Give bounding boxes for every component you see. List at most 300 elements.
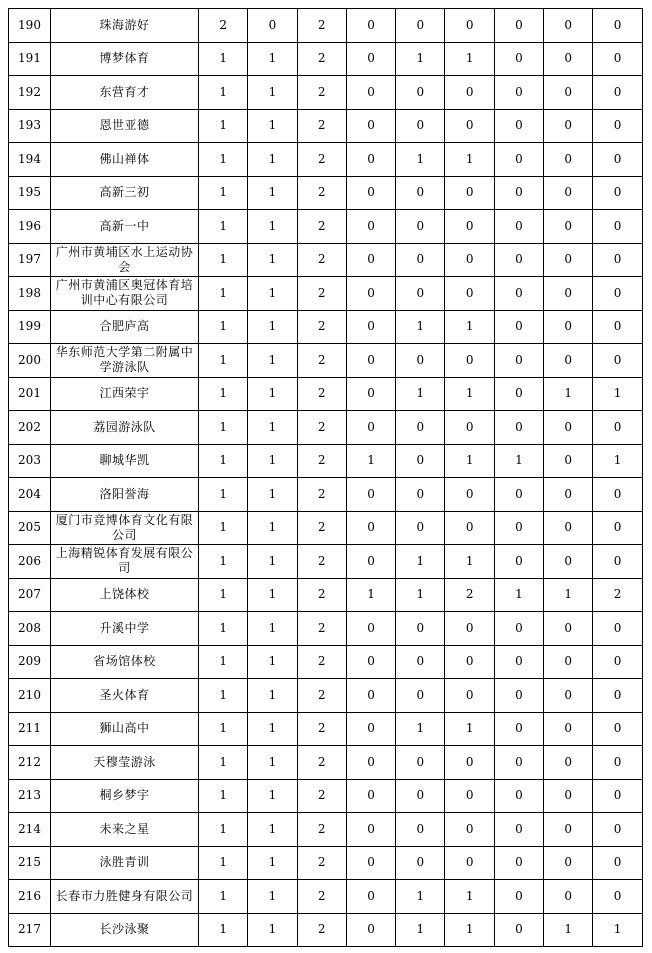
value-cell: 0 xyxy=(346,243,395,277)
value-cell: 0 xyxy=(494,712,543,746)
row-number: 212 xyxy=(9,746,51,780)
value-cell: 1 xyxy=(199,913,248,947)
value-cell: 0 xyxy=(346,210,395,244)
value-cell: 1 xyxy=(199,578,248,612)
table-row xyxy=(9,210,643,244)
value-cell: 0 xyxy=(445,746,494,780)
value-cell: 1 xyxy=(199,277,248,311)
row-number: 216 xyxy=(9,880,51,914)
value-cell: 0 xyxy=(346,277,395,311)
value-cell: 0 xyxy=(494,746,543,780)
value-cell: 1 xyxy=(396,310,445,344)
value-cell: 0 xyxy=(346,478,395,512)
row-number: 204 xyxy=(9,478,51,512)
table-row xyxy=(9,411,643,445)
value-cell: 1 xyxy=(199,377,248,411)
value-cell: 0 xyxy=(593,42,642,76)
team-name: 未来之星 xyxy=(51,813,199,847)
value-cell: 2 xyxy=(297,109,346,143)
value-cell: 0 xyxy=(544,612,593,646)
row-number: 193 xyxy=(9,109,51,143)
value-cell: 0 xyxy=(396,779,445,813)
value-cell: 0 xyxy=(494,846,543,880)
table-row xyxy=(9,779,643,813)
value-cell: 1 xyxy=(396,880,445,914)
value-cell: 2 xyxy=(199,9,248,43)
value-cell: 0 xyxy=(593,143,642,177)
value-cell: 0 xyxy=(494,545,543,579)
table-row xyxy=(9,143,643,177)
value-cell: 0 xyxy=(346,913,395,947)
team-name: 珠海游好 xyxy=(51,9,199,43)
value-cell: 0 xyxy=(544,310,593,344)
team-name: 省场馆体校 xyxy=(51,645,199,679)
value-cell: 0 xyxy=(396,746,445,780)
value-cell: 0 xyxy=(494,176,543,210)
value-cell: 0 xyxy=(593,210,642,244)
table-row xyxy=(9,578,643,612)
table-body xyxy=(9,9,643,947)
value-cell: 0 xyxy=(593,880,642,914)
row-number: 202 xyxy=(9,411,51,445)
value-cell: 1 xyxy=(199,779,248,813)
table-row xyxy=(9,880,643,914)
value-cell: 1 xyxy=(248,813,297,847)
table-row xyxy=(9,109,643,143)
value-cell: 0 xyxy=(593,277,642,311)
value-cell: 0 xyxy=(445,277,494,311)
table-row xyxy=(9,243,643,277)
value-cell: 1 xyxy=(248,913,297,947)
value-cell: 0 xyxy=(346,645,395,679)
value-cell: 0 xyxy=(346,109,395,143)
row-number: 205 xyxy=(9,511,51,545)
value-cell: 0 xyxy=(396,76,445,110)
table-row xyxy=(9,612,643,646)
row-number: 200 xyxy=(9,344,51,378)
value-cell: 0 xyxy=(346,310,395,344)
value-cell: 1 xyxy=(248,444,297,478)
value-cell: 1 xyxy=(248,712,297,746)
value-cell: 2 xyxy=(297,411,346,445)
row-number: 215 xyxy=(9,846,51,880)
value-cell: 1 xyxy=(445,712,494,746)
value-cell: 2 xyxy=(297,344,346,378)
team-name: 广州市黄浦区奥冠体育培训中心有限公司 xyxy=(51,277,199,311)
value-cell: 1 xyxy=(199,344,248,378)
team-name: 高新三初 xyxy=(51,176,199,210)
team-name: 广州市黄埔区水上运动协会 xyxy=(51,243,199,277)
value-cell: 1 xyxy=(199,176,248,210)
value-cell: 0 xyxy=(593,846,642,880)
value-cell: 1 xyxy=(248,411,297,445)
table-row xyxy=(9,679,643,713)
value-cell: 0 xyxy=(494,511,543,545)
value-cell: 1 xyxy=(248,511,297,545)
value-cell: 0 xyxy=(544,210,593,244)
value-cell: 0 xyxy=(445,511,494,545)
value-cell: 0 xyxy=(346,42,395,76)
value-cell: 0 xyxy=(346,846,395,880)
value-cell: 0 xyxy=(494,612,543,646)
value-cell: 1 xyxy=(199,511,248,545)
value-cell: 1 xyxy=(199,143,248,177)
value-cell: 0 xyxy=(445,478,494,512)
value-cell: 0 xyxy=(445,612,494,646)
value-cell: 0 xyxy=(544,444,593,478)
value-cell: 0 xyxy=(346,377,395,411)
value-cell: 0 xyxy=(544,645,593,679)
value-cell: 1 xyxy=(248,344,297,378)
value-cell: 0 xyxy=(494,645,543,679)
value-cell: 1 xyxy=(396,913,445,947)
value-cell: 0 xyxy=(494,42,543,76)
value-cell: 1 xyxy=(593,444,642,478)
value-cell: 0 xyxy=(544,76,593,110)
value-cell: 0 xyxy=(346,712,395,746)
team-name: 博梦体育 xyxy=(51,42,199,76)
table-row xyxy=(9,444,643,478)
value-cell: 0 xyxy=(544,545,593,579)
team-name: 洛阳誉海 xyxy=(51,478,199,512)
value-cell: 0 xyxy=(396,813,445,847)
value-cell: 1 xyxy=(248,109,297,143)
team-name: 恩世亚德 xyxy=(51,109,199,143)
value-cell: 0 xyxy=(593,176,642,210)
value-cell: 1 xyxy=(199,42,248,76)
value-cell: 0 xyxy=(593,712,642,746)
value-cell: 0 xyxy=(396,344,445,378)
row-number: 208 xyxy=(9,612,51,646)
value-cell: 0 xyxy=(494,143,543,177)
value-cell: 0 xyxy=(494,813,543,847)
table-row xyxy=(9,9,643,43)
value-cell: 0 xyxy=(445,109,494,143)
value-cell: 0 xyxy=(396,9,445,43)
value-cell: 0 xyxy=(396,243,445,277)
value-cell: 2 xyxy=(297,9,346,43)
value-cell: 0 xyxy=(544,779,593,813)
table-row xyxy=(9,76,643,110)
value-cell: 1 xyxy=(199,545,248,579)
value-cell: 0 xyxy=(544,243,593,277)
value-cell: 1 xyxy=(593,913,642,947)
value-cell: 0 xyxy=(544,880,593,914)
value-cell: 2 xyxy=(297,612,346,646)
team-name: 狮山高中 xyxy=(51,712,199,746)
value-cell: 1 xyxy=(199,478,248,512)
value-cell: 0 xyxy=(346,411,395,445)
value-cell: 0 xyxy=(494,277,543,311)
row-number: 203 xyxy=(9,444,51,478)
value-cell: 0 xyxy=(494,243,543,277)
value-cell: 2 xyxy=(297,210,346,244)
team-name: 荔园游泳队 xyxy=(51,411,199,445)
row-number: 214 xyxy=(9,813,51,847)
table-row xyxy=(9,511,643,545)
value-cell: 0 xyxy=(544,411,593,445)
value-cell: 0 xyxy=(346,612,395,646)
value-cell: 2 xyxy=(297,444,346,478)
value-cell: 2 xyxy=(297,880,346,914)
value-cell: 1 xyxy=(396,545,445,579)
row-number: 213 xyxy=(9,779,51,813)
value-cell: 0 xyxy=(593,679,642,713)
table-row xyxy=(9,478,643,512)
row-number: 206 xyxy=(9,545,51,579)
value-cell: 1 xyxy=(445,42,494,76)
row-number: 197 xyxy=(9,243,51,277)
row-number: 210 xyxy=(9,679,51,713)
value-cell: 1 xyxy=(544,377,593,411)
value-cell: 1 xyxy=(248,578,297,612)
value-cell: 1 xyxy=(445,377,494,411)
value-cell: 2 xyxy=(297,545,346,579)
value-cell: 0 xyxy=(494,9,543,43)
value-cell: 1 xyxy=(346,444,395,478)
row-number: 209 xyxy=(9,645,51,679)
row-number: 207 xyxy=(9,578,51,612)
value-cell: 0 xyxy=(396,478,445,512)
value-cell: 2 xyxy=(297,243,346,277)
value-cell: 0 xyxy=(494,210,543,244)
row-number: 190 xyxy=(9,9,51,43)
value-cell: 0 xyxy=(248,9,297,43)
value-cell: 0 xyxy=(396,846,445,880)
value-cell: 1 xyxy=(445,143,494,177)
value-cell: 0 xyxy=(494,478,543,512)
row-number: 195 xyxy=(9,176,51,210)
value-cell: 0 xyxy=(396,645,445,679)
value-cell: 0 xyxy=(494,679,543,713)
value-cell: 1 xyxy=(445,444,494,478)
value-cell: 0 xyxy=(494,913,543,947)
value-cell: 0 xyxy=(445,243,494,277)
value-cell: 1 xyxy=(199,76,248,110)
value-cell: 1 xyxy=(248,679,297,713)
table-row xyxy=(9,846,643,880)
value-cell: 2 xyxy=(297,746,346,780)
value-cell: 1 xyxy=(445,310,494,344)
value-cell: 0 xyxy=(593,645,642,679)
value-cell: 2 xyxy=(297,645,346,679)
value-cell: 0 xyxy=(494,411,543,445)
value-cell: 0 xyxy=(396,210,445,244)
value-cell: 2 xyxy=(297,511,346,545)
value-cell: 0 xyxy=(396,511,445,545)
team-name: 佛山禅体 xyxy=(51,143,199,177)
value-cell: 2 xyxy=(297,478,346,512)
value-cell: 0 xyxy=(445,779,494,813)
value-cell: 2 xyxy=(297,846,346,880)
value-cell: 1 xyxy=(199,846,248,880)
table-row xyxy=(9,344,643,378)
table-row xyxy=(9,176,643,210)
value-cell: 1 xyxy=(396,712,445,746)
value-cell: 0 xyxy=(494,344,543,378)
value-cell: 0 xyxy=(593,813,642,847)
value-cell: 0 xyxy=(396,612,445,646)
value-cell: 1 xyxy=(248,779,297,813)
value-cell: 0 xyxy=(593,779,642,813)
table-row xyxy=(9,277,643,311)
value-cell: 1 xyxy=(248,377,297,411)
row-number: 196 xyxy=(9,210,51,244)
value-cell: 2 xyxy=(297,712,346,746)
value-cell: 1 xyxy=(248,243,297,277)
team-name: 天穆莹游泳 xyxy=(51,746,199,780)
team-name: 厦门市竞博体育文化有限公司 xyxy=(51,511,199,545)
team-name: 华东师范大学第二附属中学游泳队 xyxy=(51,344,199,378)
value-cell: 0 xyxy=(346,344,395,378)
value-cell: 0 xyxy=(593,9,642,43)
value-cell: 1 xyxy=(248,277,297,311)
value-cell: 0 xyxy=(494,377,543,411)
table-row xyxy=(9,42,643,76)
team-name: 聊城华凯 xyxy=(51,444,199,478)
value-cell: 0 xyxy=(346,813,395,847)
value-cell: 2 xyxy=(593,578,642,612)
row-number: 192 xyxy=(9,76,51,110)
value-cell: 1 xyxy=(248,478,297,512)
value-cell: 2 xyxy=(297,679,346,713)
value-cell: 2 xyxy=(297,143,346,177)
table-row xyxy=(9,545,643,579)
value-cell: 1 xyxy=(494,578,543,612)
team-name: 江西荣宇 xyxy=(51,377,199,411)
value-cell: 0 xyxy=(544,712,593,746)
value-cell: 0 xyxy=(494,76,543,110)
value-cell: 0 xyxy=(593,109,642,143)
team-name: 升溪中学 xyxy=(51,612,199,646)
value-cell: 0 xyxy=(593,243,642,277)
value-cell: 0 xyxy=(445,411,494,445)
row-number: 199 xyxy=(9,310,51,344)
value-cell: 1 xyxy=(248,880,297,914)
value-cell: 2 xyxy=(297,813,346,847)
value-cell: 0 xyxy=(593,76,642,110)
team-name: 上饶体校 xyxy=(51,578,199,612)
value-cell: 0 xyxy=(396,411,445,445)
value-cell: 1 xyxy=(248,143,297,177)
table-row xyxy=(9,813,643,847)
value-cell: 0 xyxy=(593,612,642,646)
value-cell: 0 xyxy=(445,210,494,244)
value-cell: 0 xyxy=(544,344,593,378)
value-cell: 0 xyxy=(544,846,593,880)
value-cell: 0 xyxy=(544,746,593,780)
value-cell: 0 xyxy=(445,344,494,378)
value-cell: 0 xyxy=(445,813,494,847)
value-cell: 1 xyxy=(445,913,494,947)
value-cell: 0 xyxy=(544,478,593,512)
team-name: 合肥庐高 xyxy=(51,310,199,344)
value-cell: 1 xyxy=(199,210,248,244)
value-cell: 0 xyxy=(346,880,395,914)
value-cell: 0 xyxy=(494,310,543,344)
value-cell: 1 xyxy=(396,578,445,612)
value-cell: 1 xyxy=(199,109,248,143)
value-cell: 2 xyxy=(297,779,346,813)
table-row xyxy=(9,913,643,947)
value-cell: 0 xyxy=(494,779,543,813)
value-cell: 2 xyxy=(297,377,346,411)
team-name: 圣火体育 xyxy=(51,679,199,713)
value-cell: 0 xyxy=(445,645,494,679)
value-cell: 0 xyxy=(346,511,395,545)
value-cell: 0 xyxy=(544,679,593,713)
value-cell: 1 xyxy=(544,578,593,612)
value-cell: 0 xyxy=(445,9,494,43)
value-cell: 0 xyxy=(346,679,395,713)
value-cell: 0 xyxy=(544,511,593,545)
table-row xyxy=(9,712,643,746)
value-cell: 1 xyxy=(199,243,248,277)
value-cell: 2 xyxy=(297,42,346,76)
value-cell: 0 xyxy=(593,746,642,780)
team-name: 东营育才 xyxy=(51,76,199,110)
team-name: 高新一中 xyxy=(51,210,199,244)
value-cell: 1 xyxy=(248,42,297,76)
value-cell: 1 xyxy=(199,679,248,713)
row-number: 194 xyxy=(9,143,51,177)
row-number: 198 xyxy=(9,277,51,311)
value-cell: 1 xyxy=(199,880,248,914)
value-cell: 1 xyxy=(248,612,297,646)
value-cell: 1 xyxy=(248,310,297,344)
value-cell: 2 xyxy=(445,578,494,612)
value-cell: 1 xyxy=(593,377,642,411)
table-row xyxy=(9,746,643,780)
results-table xyxy=(8,8,643,947)
value-cell: 1 xyxy=(445,880,494,914)
value-cell: 0 xyxy=(346,746,395,780)
row-number: 217 xyxy=(9,913,51,947)
value-cell: 1 xyxy=(199,645,248,679)
value-cell: 1 xyxy=(544,913,593,947)
value-cell: 2 xyxy=(297,913,346,947)
value-cell: 1 xyxy=(346,578,395,612)
value-cell: 1 xyxy=(248,545,297,579)
team-name: 泳胜青训 xyxy=(51,846,199,880)
value-cell: 1 xyxy=(445,545,494,579)
value-cell: 0 xyxy=(593,344,642,378)
value-cell: 0 xyxy=(544,277,593,311)
value-cell: 0 xyxy=(445,176,494,210)
value-cell: 2 xyxy=(297,578,346,612)
value-cell: 1 xyxy=(248,76,297,110)
value-cell: 0 xyxy=(593,310,642,344)
value-cell: 1 xyxy=(248,176,297,210)
value-cell: 2 xyxy=(297,277,346,311)
value-cell: 1 xyxy=(248,746,297,780)
value-cell: 0 xyxy=(494,109,543,143)
value-cell: 0 xyxy=(396,277,445,311)
value-cell: 1 xyxy=(396,42,445,76)
value-cell: 0 xyxy=(396,109,445,143)
value-cell: 0 xyxy=(593,545,642,579)
row-number: 211 xyxy=(9,712,51,746)
value-cell: 0 xyxy=(544,9,593,43)
value-cell: 0 xyxy=(346,545,395,579)
value-cell: 0 xyxy=(346,143,395,177)
value-cell: 1 xyxy=(396,377,445,411)
value-cell: 0 xyxy=(346,76,395,110)
value-cell: 1 xyxy=(199,813,248,847)
value-cell: 0 xyxy=(544,42,593,76)
value-cell: 0 xyxy=(396,679,445,713)
value-cell: 1 xyxy=(199,310,248,344)
